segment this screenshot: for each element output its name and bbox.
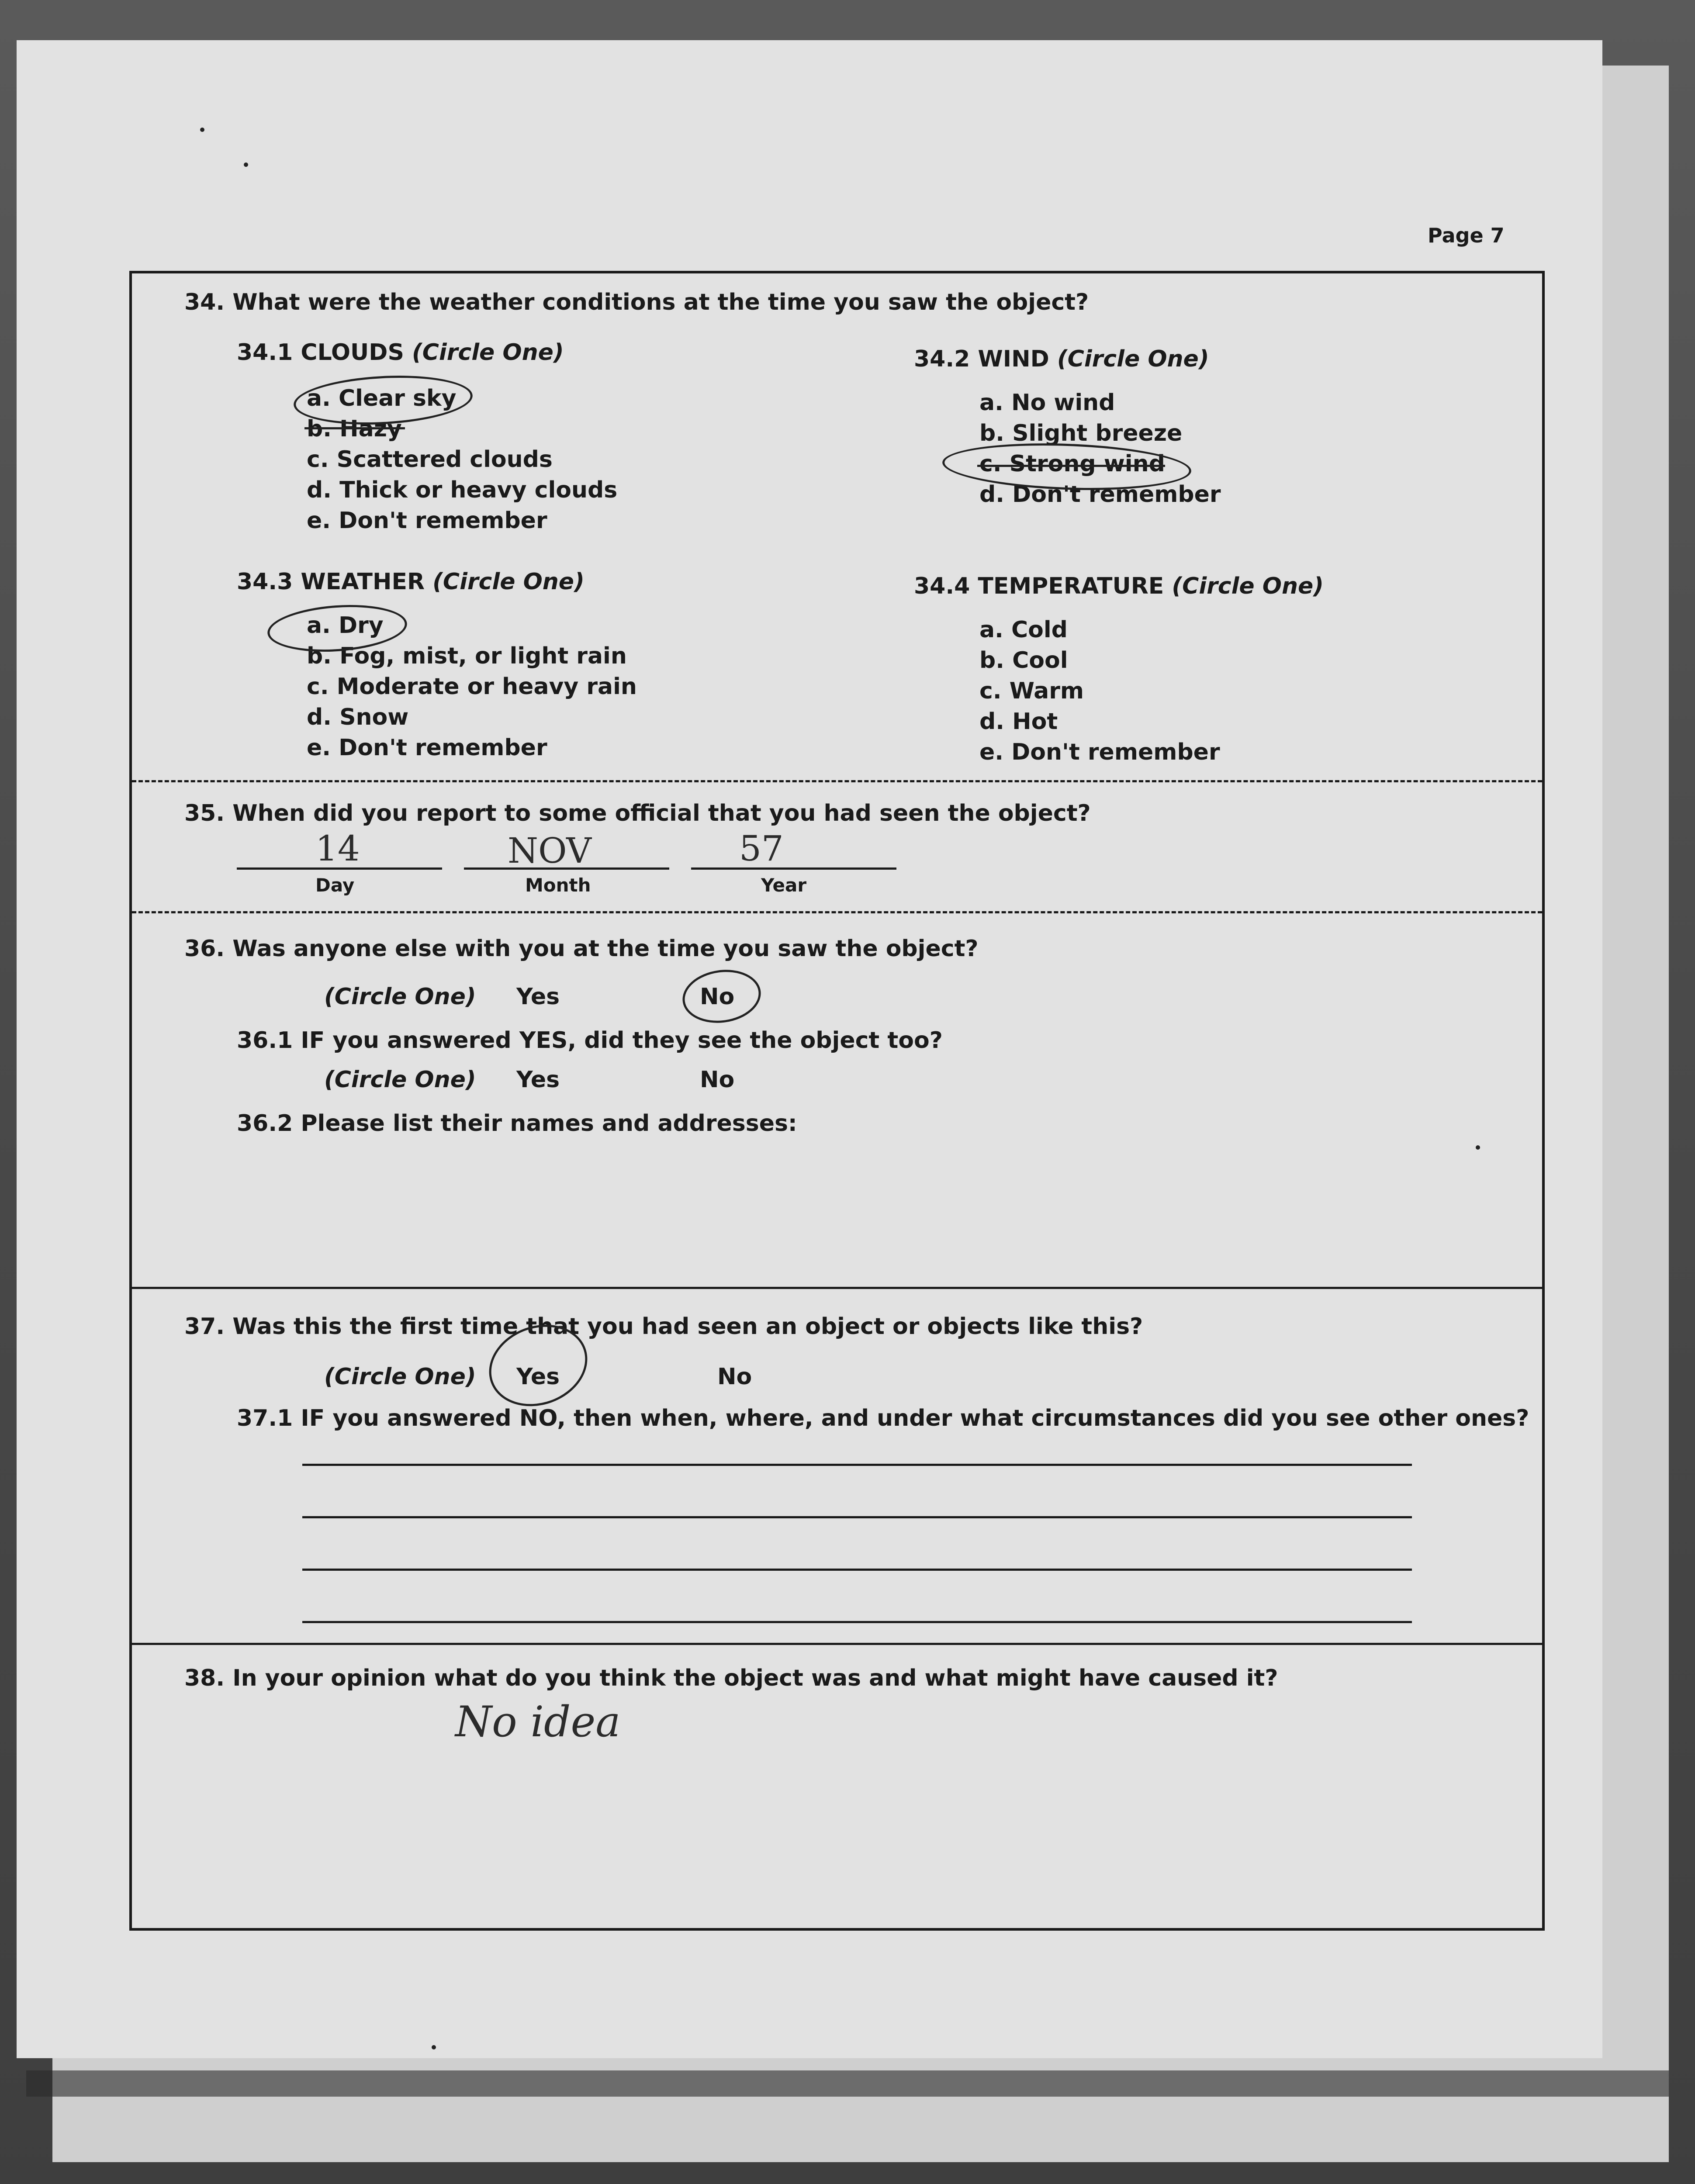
q34-4-heading: 34.4 TEMPERATURE (Circle One) [914,573,1324,599]
q34-2-heading: 34.2 WIND (Circle One) [914,346,1209,372]
q38-question: 38. In your opinion what do you think the object was and what might have caused it? [184,1665,1278,1691]
q36-yes-option[interactable]: Yes [516,984,560,1010]
q35-day-value[interactable]: 14 [315,828,360,869]
divider-36-37 [132,1287,1542,1289]
weather-option-b[interactable]: b. Fog, mist, or light rain [307,643,627,669]
day-line [237,867,442,870]
q37-yes-option[interactable]: Yes [516,1364,560,1390]
hazy-strike-mark [304,427,405,429]
q34-question: 34. What were the weather conditions at the time you saw the object? [184,289,1089,315]
temperature-option-c[interactable]: c. Warm [979,678,1084,704]
q37-1-answer-line-2[interactable] [302,1516,1412,1518]
q36-circle-note: (Circle One) [324,984,476,1010]
divider-35-36 [132,911,1542,913]
q37-1-answer-line-1[interactable] [302,1464,1412,1466]
weather-option-d[interactable]: d. Snow [307,704,409,730]
q36-1-yes-option[interactable]: Yes [516,1067,560,1093]
month-line [464,867,669,870]
q37-1-answer-line-3[interactable] [302,1569,1412,1571]
wind-option-a[interactable]: a. No wind [979,390,1115,416]
weather-option-c[interactable]: c. Moderate or heavy rain [307,674,637,700]
questionnaire-box [129,271,1545,1931]
q37-circle-note: (Circle One) [324,1364,476,1390]
q36-no-option[interactable]: No [700,984,735,1010]
paper-shadow [26,2070,1669,2097]
q34-3-heading: 34.3 WEATHER (Circle One) [237,569,585,595]
clouds-option-e[interactable]: e. Don't remember [307,508,547,534]
temperature-option-b[interactable]: b. Cool [979,647,1068,674]
temperature-option-e[interactable]: e. Don't remember [979,739,1220,765]
clouds-option-d[interactable]: d. Thick or heavy clouds [307,477,618,503]
paper-speck [1476,1145,1480,1150]
q38-handwritten-answer[interactable]: No idea [455,1697,621,1746]
weather-option-e[interactable]: e. Don't remember [307,735,547,761]
month-label: Month [525,874,591,896]
q36-1-circle-note: (Circle One) [324,1067,476,1093]
q36-1-question: 36.1 IF you answered YES, did they see the object too? [237,1027,943,1054]
paper-speck [200,128,204,132]
weather-option-a[interactable]: a. Dry [307,612,384,639]
q34-1-heading: 34.1 CLOUDS (Circle One) [237,339,564,366]
q37-1-answer-line-4[interactable] [302,1621,1412,1623]
q37-question: 37. Was this the first time that you had seen an object or objects like this? [184,1313,1143,1340]
clouds-option-c[interactable]: c. Scattered clouds [307,446,553,473]
wind-option-b[interactable]: b. Slight breeze [979,420,1183,446]
wind-option-d[interactable]: d. Don't remember [979,481,1221,508]
q35-year-value[interactable]: 57 [739,828,784,869]
q35-month-value[interactable]: NOV [508,830,592,871]
day-label: Day [315,874,355,896]
q36-2-question: 36.2 Please list their names and addresses: [237,1110,797,1137]
q36-1-no-option[interactable]: No [700,1067,735,1093]
divider-37-38 [132,1643,1542,1645]
temperature-option-d[interactable]: d. Hot [979,708,1058,735]
clouds-option-b[interactable]: b. Hazy [307,416,402,442]
page-number: Page 7 [1428,224,1505,247]
q35-question: 35. When did you report to some official that you had seen the object? [184,800,1091,826]
q37-1-question: 37.1 IF you answered NO, then when, where, and under what circumstances did you see other ones? [237,1405,1529,1431]
form-page [17,40,1602,2058]
clouds-option-a[interactable]: a. Clear sky [307,385,457,411]
divider-34-35 [132,780,1542,782]
q37-no-option[interactable]: No [717,1364,752,1390]
year-line [691,867,896,870]
paper-speck [432,2045,436,2049]
paper-speck [244,162,248,167]
strong-wind-strike-mark [977,465,1165,467]
q36-question: 36. Was anyone else with you at the time you saw the object? [184,936,979,962]
temperature-option-a[interactable]: a. Cold [979,617,1068,643]
year-label: Year [761,874,807,896]
wind-option-c[interactable]: c. Strong wind [979,451,1165,477]
